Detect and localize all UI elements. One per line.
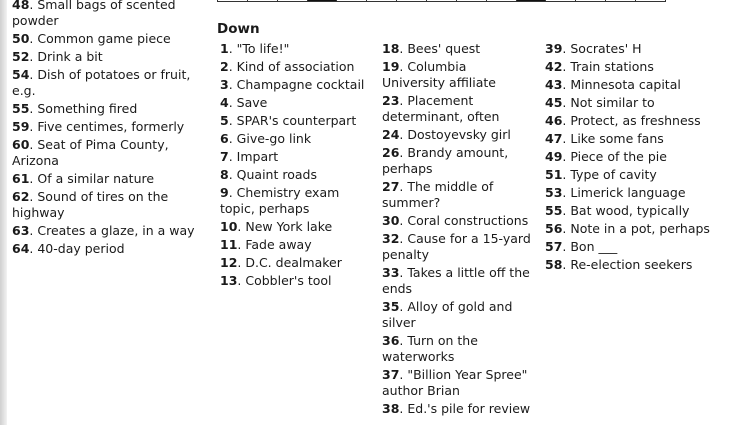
clue-item: 24. Dostoyevsky girl (382, 127, 511, 142)
clue-number: 8 (220, 167, 229, 182)
clue-item: 45. Not similar to (545, 95, 655, 110)
clue-number: 3 (220, 77, 229, 92)
clue-number: 60 (12, 137, 30, 152)
clue-number: 57 (545, 239, 563, 254)
clue-number: 13 (220, 273, 238, 288)
clue-text: "Billion Year Spree" author Brian (382, 367, 528, 398)
clue-number: 23 (382, 93, 400, 108)
clue-number: 9 (220, 185, 229, 200)
clue-number: 53 (545, 185, 563, 200)
clue-item: 49. Piece of the pie (545, 149, 667, 164)
clue-item: 26. Brandy amount, perhaps (382, 145, 509, 176)
grid-cell (278, 0, 308, 1)
clue-number: 2 (220, 59, 229, 74)
clue-item: 47. Like some fans (545, 131, 664, 146)
clue-number: 59 (12, 119, 30, 134)
clue-item: 4. Save (220, 95, 268, 110)
clue-item: 19. Columbia University affiliate (382, 59, 496, 90)
clue-text: "To life!" (236, 41, 290, 56)
clue-text: Dostoyevsky girl (407, 127, 511, 142)
clue-item: 58. Re-election seekers (545, 257, 693, 272)
clue-number: 6 (220, 131, 229, 146)
clue-number: 48 (12, 0, 30, 12)
clue-number: 55 (545, 203, 563, 218)
clue-item: 1. "To life!" (220, 41, 290, 56)
clue-number: 35 (382, 299, 400, 314)
grid-cell (337, 0, 367, 1)
clue-item: 50. Common game piece (12, 31, 171, 46)
down-clues-column-3 (545, 41, 730, 275)
clue-item: 46. Protect, as freshness (545, 113, 701, 128)
clue-text: Cobbler's tool (245, 273, 332, 288)
clue-number: 55 (12, 101, 30, 116)
grid-cell (248, 0, 278, 1)
clue-text: Piece of the pie (570, 149, 667, 164)
clue-item: 51. Type of cavity (545, 167, 657, 182)
clue-number: 54 (12, 67, 30, 82)
clue-number: 46 (545, 113, 563, 128)
clue-text: 40-day period (37, 241, 125, 256)
clue-number: 56 (545, 221, 563, 236)
clue-item: 53. Limerick language (545, 185, 686, 200)
clue-text: Give-go link (236, 131, 312, 146)
grid-cell (427, 0, 457, 1)
clue-number: 36 (382, 333, 400, 348)
clue-text: Fade away (245, 237, 312, 252)
clue-text: Re-election seekers (570, 257, 693, 272)
grid-cell (546, 0, 576, 1)
clue-number: 26 (382, 145, 400, 160)
grid-cell (576, 0, 606, 1)
grid-cell (457, 0, 487, 1)
clue-number: 1 (220, 41, 229, 56)
clue-number: 61 (12, 171, 30, 186)
clue-item: 64. 40-day period (12, 241, 125, 256)
clue-text: Turn on the waterworks (382, 333, 478, 364)
clue-text: Bon ___ (570, 239, 618, 254)
clue-text: Bees' quest (407, 41, 481, 56)
clue-number: 45 (545, 95, 563, 110)
clue-number: 63 (12, 223, 30, 238)
clue-number: 51 (545, 167, 563, 182)
clue-number: 38 (382, 401, 400, 416)
clue-number: 64 (12, 241, 30, 256)
clue-text: Kind of association (236, 59, 355, 74)
clue-item: 37. "Billion Year Spree" author Brian (382, 367, 528, 398)
clue-number: 43 (545, 77, 563, 92)
clue-item: 61. Of a similar nature (12, 171, 155, 186)
clue-text: Cause for a 15-yard penalty (382, 231, 531, 262)
grid-cell (308, 0, 338, 1)
clue-item: 60. Seat of Pima County, Arizona (12, 137, 169, 168)
grid-cell (517, 0, 547, 1)
grid-cell (367, 0, 397, 1)
clue-number: 47 (545, 131, 563, 146)
clue-item: 32. Cause for a 15-yard penalty (382, 231, 531, 262)
clue-item: 39. Socrates' H (545, 41, 642, 56)
clue-text: Train stations (570, 59, 654, 74)
clue-number: 24 (382, 127, 400, 142)
clue-item: 62. Sound of tires on the highway (12, 189, 169, 220)
clue-number: 32 (382, 231, 400, 246)
clue-item: 42. Train stations (545, 59, 654, 74)
grid-cell (218, 0, 248, 1)
down-clues-column-2 (382, 41, 532, 419)
clue-text: Common game piece (37, 31, 171, 46)
clue-item: 56. Note in a pot, perhaps (545, 221, 710, 236)
clue-text: Placement determinant, often (382, 93, 500, 124)
clue-number: 50 (12, 31, 30, 46)
clue-number: 49 (545, 149, 563, 164)
grid-cell (606, 0, 636, 1)
clue-item: 13. Cobbler's tool (220, 273, 332, 288)
clue-text: Quaint roads (236, 167, 317, 182)
clue-text: Columbia University affiliate (382, 59, 496, 90)
clue-text: SPAR's counterpart (236, 113, 357, 128)
clue-text: Chemistry exam topic, perhaps (220, 185, 340, 216)
clue-number: 19 (382, 59, 400, 74)
clue-number: 4 (220, 95, 229, 110)
clue-number: 37 (382, 367, 400, 382)
clue-number: 30 (382, 213, 400, 228)
clue-item: 5. SPAR's counterpart (220, 113, 357, 128)
clue-text: Seat of Pima County, Arizona (12, 137, 169, 168)
clue-text: Type of cavity (570, 167, 657, 182)
grid-cell (487, 0, 517, 1)
across-clues-continued (12, 0, 202, 259)
clue-text: Note in a pot, perhaps (570, 221, 710, 236)
clue-text: Takes a little off the ends (382, 265, 530, 296)
clue-item: 8. Quaint roads (220, 167, 317, 182)
clue-number: 12 (220, 255, 238, 270)
clue-text: New York lake (245, 219, 333, 234)
clue-item: 48. Small bags of scented powder (12, 0, 202, 29)
clue-text: Not similar to (570, 95, 655, 110)
clue-item: 52. Drink a bit (12, 49, 103, 64)
clue-number: 10 (220, 219, 238, 234)
clue-text: The middle of summer? (382, 179, 494, 210)
clue-text: Ed.'s pile for review (407, 401, 531, 416)
clue-text: Of a similar nature (37, 171, 155, 186)
clue-item: 55. Something fired (12, 101, 138, 116)
clue-item: 6. Give-go link (220, 131, 312, 146)
clue-item: 12. D.C. dealmaker (220, 255, 342, 270)
clue-text: Sound of tires on the highway (12, 189, 169, 220)
clue-number: 58 (545, 257, 563, 272)
clue-text: Coral constructions (407, 213, 529, 228)
clue-item: 9. Chemistry exam topic, perhaps (220, 185, 340, 216)
clue-text: Something fired (37, 101, 138, 116)
down-heading: Down (217, 21, 260, 37)
clue-item: 23. Placement determinant, often (382, 93, 500, 124)
clue-text: Save (236, 95, 268, 110)
clue-item: 35. Alloy of gold and silver (382, 299, 513, 330)
grid-cell (397, 0, 427, 1)
clue-number: 27 (382, 179, 400, 194)
clue-item: 7. Impart (220, 149, 279, 164)
page-gutter (0, 0, 7, 425)
clue-item: 38. Ed.'s pile for review (382, 401, 531, 416)
clue-number: 11 (220, 237, 238, 252)
clue-item: 11. Fade away (220, 237, 312, 252)
clue-number: 5 (220, 113, 229, 128)
clue-text: Minnesota capital (570, 77, 681, 92)
clue-text: Brandy amount, perhaps (382, 145, 509, 176)
clue-item: 33. Takes a little off the ends (382, 265, 530, 296)
clue-text: D.C. dealmaker (245, 255, 342, 270)
clue-text: Like some fans (570, 131, 664, 146)
down-clues-column-1 (220, 41, 375, 291)
clue-text: Impart (236, 149, 279, 164)
clue-number: 62 (12, 189, 30, 204)
clue-text: Bat wood, typically (570, 203, 690, 218)
clue-text: Socrates' H (570, 41, 642, 56)
clue-number: 7 (220, 149, 229, 164)
clue-item: 54. Dish of potatoes or fruit, e.g. (12, 67, 191, 98)
clue-text: Protect, as freshness (570, 113, 701, 128)
clue-item: 43. Minnesota capital (545, 77, 681, 92)
clue-text: Five centimes, formerly (37, 119, 185, 134)
grid-cell (636, 0, 665, 1)
clue-item: 18. Bees' quest (382, 41, 481, 56)
clue-item: 63. Creates a glaze, in a way (12, 223, 195, 238)
clue-item: 36. Turn on the waterworks (382, 333, 478, 364)
clue-item: 27. The middle of summer? (382, 179, 494, 210)
clue-number: 18 (382, 41, 400, 56)
clue-number: 52 (12, 49, 30, 64)
clue-item: 10. New York lake (220, 219, 333, 234)
clue-item: 30. Coral constructions (382, 213, 529, 228)
clue-item: 3. Champagne cocktail (220, 77, 365, 92)
clue-item: 57. Bon ___ (545, 239, 618, 254)
clue-number: 42 (545, 59, 563, 74)
clue-item: 2. Kind of association (220, 59, 355, 74)
clue-number: 33 (382, 265, 400, 280)
clue-text: Dish of potatoes or fruit, e.g. (12, 67, 191, 98)
clue-text: Champagne cocktail (236, 77, 365, 92)
clue-item: 59. Five centimes, formerly (12, 119, 185, 134)
clue-text: Creates a glaze, in a way (37, 223, 195, 238)
clue-number: 39 (545, 41, 563, 56)
clue-text: Small bags of scented powder (12, 0, 176, 28)
clue-text: Alloy of gold and silver (382, 299, 513, 330)
clue-text: Limerick language (570, 185, 686, 200)
crossword-grid-bottom-edge (217, 0, 666, 2)
clue-item: 55. Bat wood, typically (545, 203, 690, 218)
clue-text: Drink a bit (37, 49, 103, 64)
